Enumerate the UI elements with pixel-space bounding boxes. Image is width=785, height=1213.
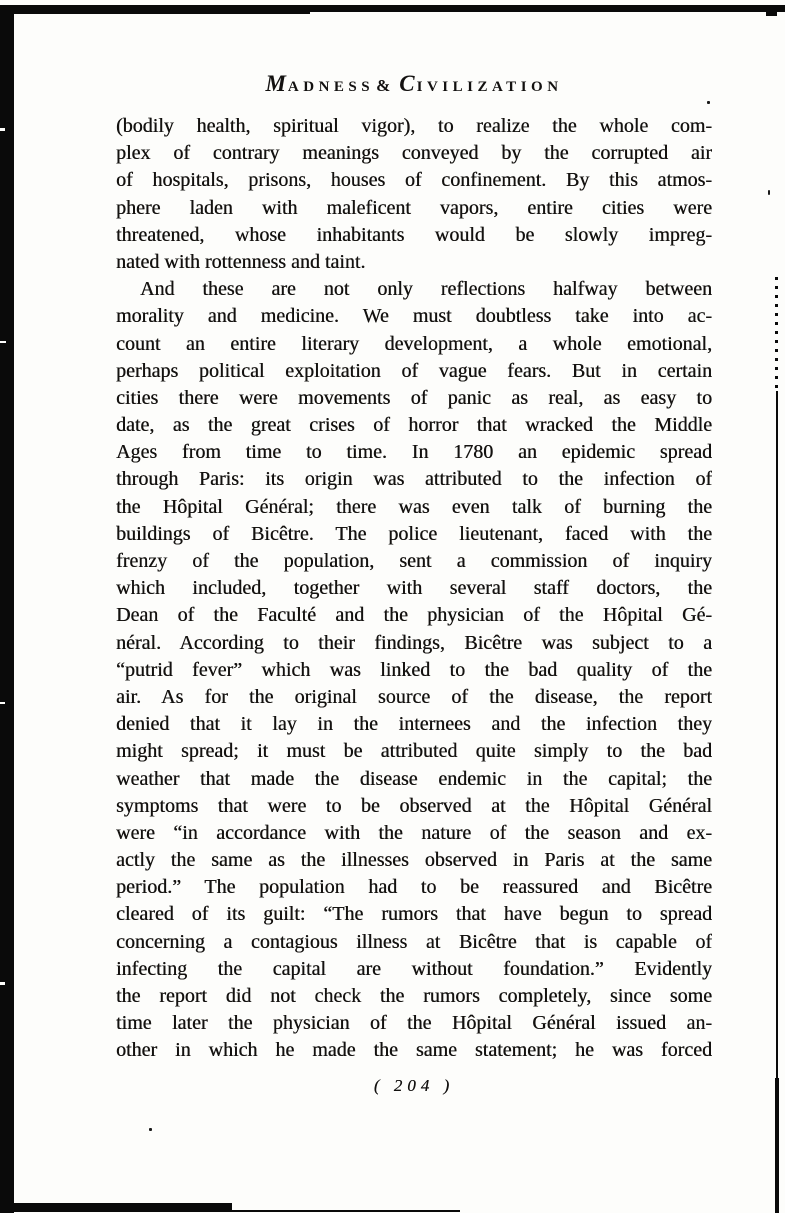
body-line: cities there were movements of panic as real, as easy to	[116, 386, 712, 409]
body-line: And these are not only reflections halfway between	[140, 278, 712, 301]
body-line: air. As for the original source of the disease, the report	[116, 685, 712, 708]
body-line: néral. According to their findings, Bicêtre was subject to a	[116, 631, 712, 654]
body-line: perhaps political exploitation of vague fears. But in certain	[116, 359, 712, 382]
ampersand: &	[376, 76, 395, 95]
body-line: the report did not check the rumors completely, since some	[116, 985, 712, 1007]
scan-border-notch	[0, 982, 5, 985]
body-line: which included, together with several staff doctors, the	[116, 577, 712, 600]
body-line: buildings of Bicêtre. The police lieutenant, faced with the	[116, 522, 712, 545]
body-line: actly the same as the illnesses observed in Paris at the same	[116, 849, 712, 872]
ink-speck	[149, 1128, 152, 1131]
scan-border-notch	[0, 128, 5, 131]
body-line: might spread; it must be attributed quite simply to the bad	[116, 740, 712, 763]
body-line: Dean of the Faculté and the physician of the Hôpital Gé-	[116, 604, 712, 627]
body-line: count an entire literary development, a whole emotional,	[116, 332, 712, 355]
body-line: frenzy of the population, sent a commission of inquiry	[116, 550, 712, 572]
scan-border-notch	[0, 341, 6, 343]
body-line: of hospitals, prisons, houses of confinement. By this atmos-	[116, 169, 712, 192]
scan-line-right-dotted	[775, 277, 778, 393]
body-line: phere laden with maleficent vapors, entire cities were	[116, 196, 712, 219]
running-header-initial: M	[265, 71, 288, 96]
body-line: the Hôpital Général; there was even talk of burning the	[116, 495, 712, 518]
scan-border-notch	[0, 702, 5, 704]
running-header-initial: C	[399, 71, 417, 96]
body-line: date, as the great crises of horror that wracked the Middle	[116, 414, 712, 437]
scan-border-top-nub	[766, 9, 777, 16]
ink-speck	[768, 190, 770, 195]
running-header-word1: ADNESS	[287, 79, 375, 95]
body-line: morality and medicine. We must doubtless take into ac-	[116, 305, 712, 328]
body-line: concerning a contagious illness at Bicêtre that is capable of	[116, 930, 712, 953]
body-line: time later the physician of the Hôpital Général issued an-	[116, 1012, 712, 1035]
body-line: Ages from time to time. In 1780 an epidemic spread	[116, 441, 712, 464]
running-header	[116, 71, 712, 97]
scan-border-left	[0, 6, 14, 1213]
body-line: weather that made the disease endemic in the capital; the	[116, 767, 712, 790]
body-line: (bodily health, spiritual vigor), to realize the whole com-	[116, 115, 712, 137]
scan-border-top-lower	[0, 11, 310, 14]
body-line: infecting the capital are without foundation.” Evidently	[116, 957, 712, 980]
body-line: were “in accordance with the nature of the season and ex-	[116, 821, 712, 844]
page-number: ( 204 )	[373, 1076, 455, 1095]
body-line: through Paris: its origin was attributed to the infection of	[116, 468, 712, 491]
body-text	[116, 113, 712, 1065]
scan-line-right-thick	[775, 1078, 779, 1213]
body-line: symptoms that were to be observed at the Hôpital Général	[116, 794, 712, 817]
body-line: cleared of its guilt: “The rumors that have begun to spread	[116, 903, 712, 926]
scan-mark-bottom-thin	[10, 1210, 460, 1212]
ink-speck	[707, 101, 710, 104]
body-line: nated with rottenness and taint.	[116, 250, 366, 273]
running-header-word2: IVILIZATION	[416, 79, 563, 95]
body-line: other in which he made the same statement; he was forced	[116, 1039, 712, 1062]
scan-mark-bottom	[10, 1203, 232, 1210]
body-line: denied that it lay in the internees and the infection they	[116, 713, 712, 736]
body-line: period.” The population had to be reassured and Bicêtre	[116, 876, 712, 899]
body-line: plex of contrary meanings conveyed by the corrupted air	[116, 142, 712, 165]
body-line: “putrid fever” which was linked to the bad quality of the	[116, 658, 712, 681]
body-line: threatened, whose inhabitants would be slowly impreg-	[116, 223, 712, 246]
